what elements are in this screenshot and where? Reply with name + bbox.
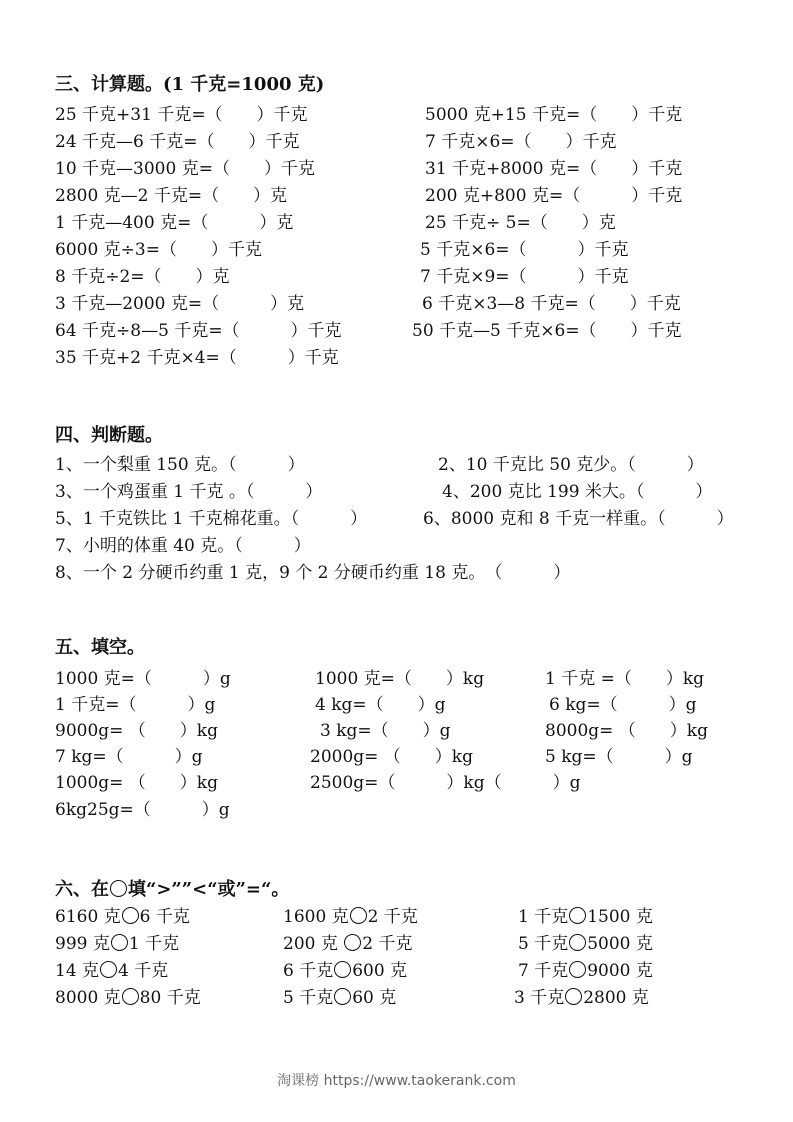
compare-left: 5 千克 bbox=[283, 988, 334, 1008]
calc-item: 24 千克—6 千克=（ ）千克 bbox=[55, 132, 300, 152]
answer-circle[interactable] bbox=[344, 934, 361, 951]
compare-right: 5000 克 bbox=[587, 934, 653, 954]
compare-item bbox=[518, 933, 653, 955]
footer-watermark: 淘课榜 https://www.taokerank.com bbox=[277, 1073, 516, 1089]
compare-item bbox=[518, 906, 653, 928]
compare-item bbox=[55, 906, 190, 928]
answer-circle[interactable] bbox=[350, 907, 367, 924]
calc-item: 6000 克÷3=（ ）千克 bbox=[55, 240, 262, 260]
fill-item: 4 kg=（ ）g bbox=[315, 695, 446, 715]
fill-item: 2500g=（ ）kg（ ）g bbox=[310, 773, 581, 793]
judge-item: 7、小明的体重 40 克。（ ） bbox=[55, 536, 311, 556]
answer-circle[interactable] bbox=[569, 961, 586, 978]
calc-item: 31 千克+8000 克=（ ）千克 bbox=[425, 159, 683, 179]
compare-right: 2800 克 bbox=[583, 988, 649, 1008]
circle-icon bbox=[110, 880, 127, 897]
compare-right: 2 千克 bbox=[362, 934, 413, 954]
judge-item: 3、一个鸡蛋重 1 千克 。（ ） bbox=[55, 482, 323, 502]
calc-item: 8 千克÷2=（ ）克 bbox=[55, 267, 230, 287]
calc-item: 35 千克+2 千克×4=（ ）千克 bbox=[55, 348, 339, 368]
compare-left: 200 克 bbox=[283, 934, 344, 954]
calc-item: 64 千克÷8—5 千克=（ ）千克 bbox=[55, 321, 342, 341]
compare-item bbox=[55, 933, 179, 955]
compare-right: 600 克 bbox=[352, 961, 408, 981]
fill-item: 1 千克=（ ）g bbox=[55, 695, 216, 715]
compare-right: 4 千克 bbox=[118, 961, 169, 981]
fill-item: 2000g= （ ）kg bbox=[310, 747, 473, 767]
compare-left: 999 克 bbox=[55, 934, 110, 954]
fill-item: 6 kg=（ ）g bbox=[549, 695, 697, 715]
section-6-title-pre: 六、在 bbox=[55, 879, 109, 900]
compare-right: 2 千克 bbox=[367, 907, 418, 927]
fill-item: 8000g= （ ）kg bbox=[545, 721, 708, 741]
calc-item: 7 千克×9=（ ）千克 bbox=[420, 267, 629, 287]
compare-right: 1 千克 bbox=[128, 934, 180, 954]
compare-left: 6 千克 bbox=[283, 961, 334, 981]
calc-item: 25 千克÷ 5=（ ）克 bbox=[425, 213, 616, 233]
answer-circle[interactable] bbox=[334, 961, 351, 978]
compare-left: 6160 克 bbox=[55, 907, 121, 927]
compare-right: 1500 克 bbox=[587, 907, 653, 927]
section-6-title bbox=[55, 875, 289, 901]
fill-item: 1000g= （ ）kg bbox=[55, 773, 218, 793]
answer-circle[interactable] bbox=[334, 988, 351, 1005]
answer-circle[interactable] bbox=[100, 961, 117, 978]
fill-item: 3 kg=（ ）g bbox=[320, 721, 451, 741]
fill-item: 1000 克=（ ）kg bbox=[315, 669, 485, 689]
compare-left: 5 千克 bbox=[518, 934, 569, 954]
compare-item bbox=[283, 906, 418, 928]
answer-circle[interactable] bbox=[111, 934, 128, 951]
section-6-title-post: 填“>””<“或”=“。 bbox=[128, 879, 290, 900]
compare-right: 60 克 bbox=[352, 988, 397, 1008]
compare-item bbox=[283, 987, 396, 1009]
compare-item bbox=[55, 987, 201, 1009]
calc-item: 3 千克—2000 克=（ ）克 bbox=[55, 294, 305, 314]
judge-item: 8、一个 2 分硬币约重 1 克，9 个 2 分硬币约重 18 克。 （ ） bbox=[55, 563, 571, 583]
compare-item bbox=[518, 960, 653, 982]
compare-left: 8000 克 bbox=[55, 988, 121, 1008]
compare-item bbox=[283, 960, 407, 982]
section-4-title: 四、判断题。 bbox=[55, 425, 163, 446]
compare-item bbox=[514, 987, 649, 1009]
calc-item: 1 千克—400 克=（ ）克 bbox=[55, 213, 294, 233]
compare-left: 14 克 bbox=[55, 961, 100, 981]
section-3-title: 三、计算题。(1 千克=1000 克) bbox=[55, 74, 325, 95]
compare-right: 80 千克 bbox=[139, 988, 201, 1008]
calc-item: 7 千克×6=（ ）千克 bbox=[425, 132, 617, 152]
compare-item bbox=[283, 933, 413, 955]
answer-circle[interactable] bbox=[122, 907, 139, 924]
answer-circle[interactable] bbox=[569, 907, 586, 924]
compare-right: 6 千克 bbox=[139, 907, 190, 927]
compare-right: 9000 克 bbox=[587, 961, 653, 981]
calc-item: 6 千克×3—8 千克=（ ）千克 bbox=[422, 294, 681, 314]
answer-circle[interactable] bbox=[569, 934, 586, 951]
compare-left: 7 千克 bbox=[518, 961, 569, 981]
calc-item: 200 克+800 克=（ ）千克 bbox=[425, 186, 683, 206]
calc-item: 50 千克—5 千克×6=（ ）千克 bbox=[412, 321, 682, 341]
calc-item: 5000 克+15 千克=（ ）千克 bbox=[425, 105, 683, 125]
compare-left: 3 千克 bbox=[514, 988, 565, 1008]
fill-item: 7 kg=（ ）g bbox=[55, 747, 203, 767]
judge-item: 1、一个梨重 150 克。（ ） bbox=[55, 455, 305, 475]
judge-item: 2、10 千克比 50 克少。（ ） bbox=[438, 455, 704, 475]
calc-item: 2800 克—2 千克=（ ）克 bbox=[55, 186, 288, 206]
section-5-title: 五、填空。 bbox=[55, 637, 145, 658]
fill-item: 9000g= （ ）kg bbox=[55, 721, 218, 741]
judge-item: 6、8000 克和 8 千克一样重。（ ） bbox=[423, 509, 734, 529]
compare-left: 1 千克 bbox=[518, 907, 569, 927]
compare-item bbox=[55, 960, 168, 982]
answer-circle[interactable] bbox=[565, 988, 582, 1005]
fill-item: 1000 克=（ ）g bbox=[55, 669, 231, 689]
calc-item: 10 千克—3000 克=（ ）千克 bbox=[55, 159, 315, 179]
compare-left: 1600 克 bbox=[283, 907, 349, 927]
calc-item: 25 千克+31 千克=（ ）千克 bbox=[55, 105, 308, 125]
fill-item: 1 千克 =（ ）kg bbox=[545, 669, 705, 689]
fill-item: 6kg25g=（ ）g bbox=[55, 800, 230, 820]
fill-item: 5 kg=（ ）g bbox=[545, 747, 693, 767]
judge-item: 5、1 千克铁比 1 千克棉花重。（ ） bbox=[55, 509, 368, 529]
judge-item: 4、200 克比 199 米大。（ ） bbox=[442, 482, 713, 502]
answer-circle[interactable] bbox=[122, 988, 139, 1005]
calc-item: 5 千克×6=（ ）千克 bbox=[420, 240, 629, 260]
